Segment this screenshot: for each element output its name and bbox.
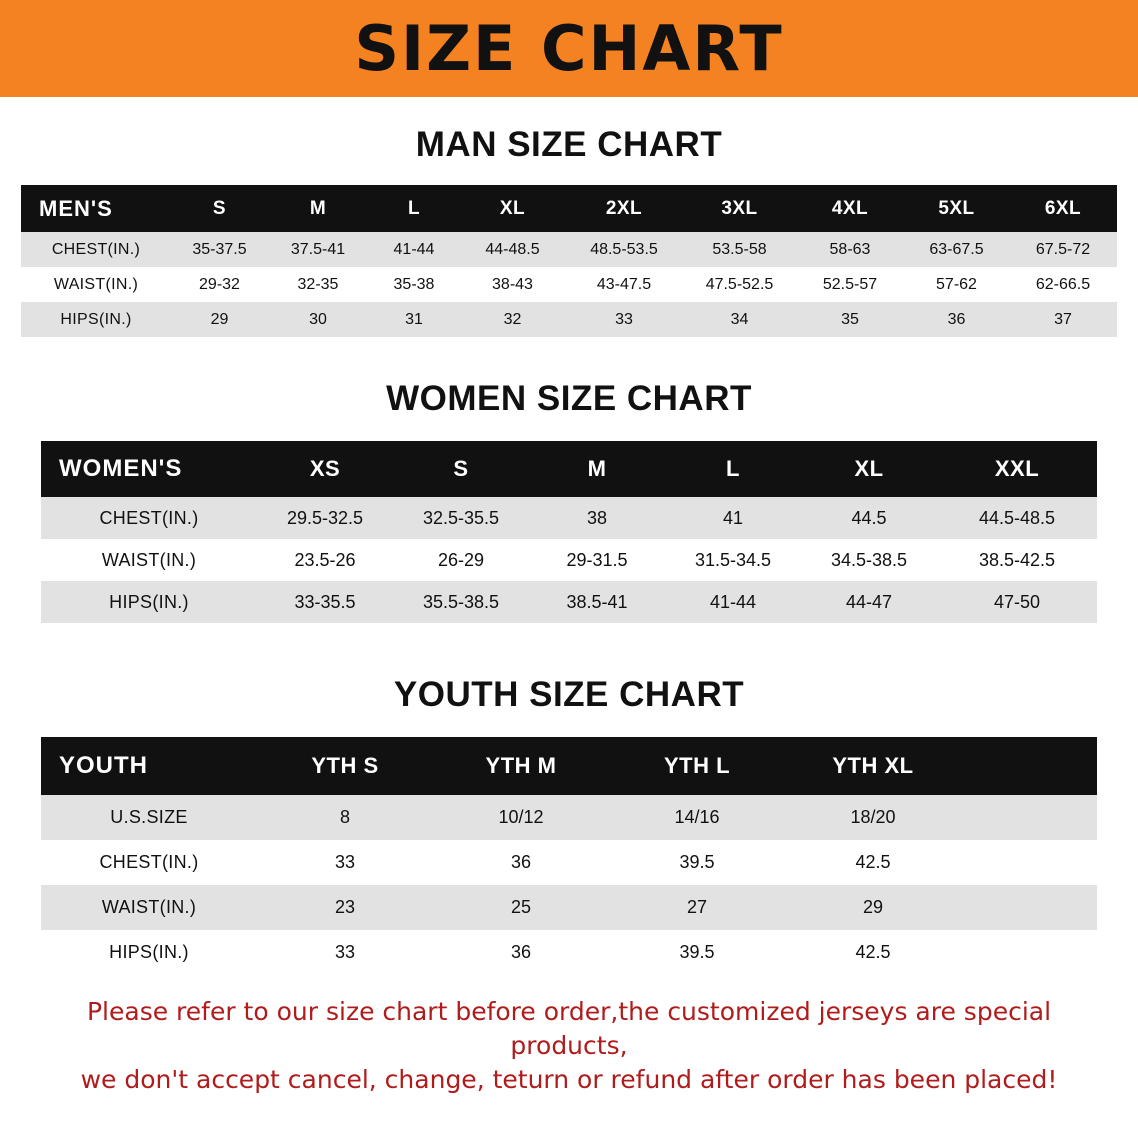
men-cell: 36: [904, 302, 1009, 337]
men-cell: 47.5-52.5: [683, 267, 796, 302]
women-size-table: [41, 441, 1097, 623]
disclaimer-line-2: we don't accept cancel, change, teturn or refund after order has been placed!: [80, 1064, 1058, 1094]
youth-cell: 33: [257, 930, 433, 975]
women-cell: 38.5-41: [529, 581, 665, 623]
women-cell: 47-50: [937, 581, 1097, 623]
men-cell: 44-48.5: [460, 232, 565, 267]
women-cell: 41-44: [665, 581, 801, 623]
men-cell: 37.5-41: [268, 232, 368, 267]
youth-cell: 33: [257, 840, 433, 885]
women-header-label: WOMEN'S: [41, 441, 257, 497]
men-cell: 29-32: [171, 267, 268, 302]
women-cell: 38.5-42.5: [937, 539, 1097, 581]
men-header-cell: 3XL: [683, 185, 796, 232]
youth-cell-spacer: [961, 930, 1097, 975]
women-cell: 29.5-32.5: [257, 497, 393, 539]
man-section-title: MAN SIZE CHART: [415, 125, 723, 164]
table-row: [41, 930, 1097, 975]
youth-cell: 29: [785, 885, 961, 930]
men-cell: 32: [460, 302, 565, 337]
youth-cell-spacer: [961, 885, 1097, 930]
men-cell: 48.5-53.5: [565, 232, 683, 267]
youth-cell: 8: [257, 795, 433, 840]
youth-row-label: WAIST(IN.): [41, 885, 257, 930]
men-cell: 53.5-58: [683, 232, 796, 267]
women-header-cell: XS: [257, 441, 393, 497]
table-row: [21, 302, 1117, 337]
youth-cell: 25: [433, 885, 609, 930]
table-row: [41, 497, 1097, 539]
youth-cell-spacer: [961, 795, 1097, 840]
men-header-cell: M: [268, 185, 368, 232]
men-cell: 63-67.5: [904, 232, 1009, 267]
women-cell: 41: [665, 497, 801, 539]
men-cell: 41-44: [368, 232, 460, 267]
men-row-label: WAIST(IN.): [21, 267, 171, 302]
men-cell: 32-35: [268, 267, 368, 302]
women-header-cell: XXL: [937, 441, 1097, 497]
youth-cell: 14/16: [609, 795, 785, 840]
men-header-cell: 4XL: [796, 185, 904, 232]
men-cell: 29: [171, 302, 268, 337]
men-cell: 35: [796, 302, 904, 337]
men-cell: 62-66.5: [1009, 267, 1117, 302]
men-size-table: [21, 185, 1117, 337]
women-row-label: CHEST(IN.): [41, 497, 257, 539]
youth-cell: 27: [609, 885, 785, 930]
header-banner: [0, 0, 1138, 97]
youth-cell: 42.5: [785, 930, 961, 975]
men-cell: 33: [565, 302, 683, 337]
youth-row-label: U.S.SIZE: [41, 795, 257, 840]
men-header-cell: 2XL: [565, 185, 683, 232]
youth-size-table: [41, 737, 1097, 975]
women-table-header-row: [41, 441, 1097, 497]
men-table-header-row: [21, 185, 1117, 232]
men-cell: 43-47.5: [565, 267, 683, 302]
youth-row-label: CHEST(IN.): [41, 840, 257, 885]
women-header-cell: L: [665, 441, 801, 497]
youth-header-spacer: [961, 737, 1097, 795]
women-cell: 33-35.5: [257, 581, 393, 623]
youth-header-cell: YTH S: [257, 737, 433, 795]
youth-cell: 23: [257, 885, 433, 930]
women-cell: 26-29: [393, 539, 529, 581]
men-header-cell: L: [368, 185, 460, 232]
women-row-label: HIPS(IN.): [41, 581, 257, 623]
youth-header-cell: YTH XL: [785, 737, 961, 795]
women-cell: 31.5-34.5: [665, 539, 801, 581]
men-cell: 35-37.5: [171, 232, 268, 267]
youth-row-label: HIPS(IN.): [41, 930, 257, 975]
men-header-cell: 6XL: [1009, 185, 1117, 232]
women-cell: 44-47: [801, 581, 937, 623]
women-cell: 44.5-48.5: [937, 497, 1097, 539]
youth-cell: 36: [433, 840, 609, 885]
women-header-cell: M: [529, 441, 665, 497]
women-header-cell: S: [393, 441, 529, 497]
women-cell: 29-31.5: [529, 539, 665, 581]
youth-header-cell: YTH L: [609, 737, 785, 795]
women-section-title: WOMEN SIZE CHART: [386, 379, 752, 418]
table-row: [41, 795, 1097, 840]
women-row-label: WAIST(IN.): [41, 539, 257, 581]
table-row: [41, 885, 1097, 930]
men-cell: 57-62: [904, 267, 1009, 302]
table-row: [21, 267, 1117, 302]
men-header-cell: S: [171, 185, 268, 232]
men-cell: 34: [683, 302, 796, 337]
youth-cell: 39.5: [609, 930, 785, 975]
table-row: [21, 232, 1117, 267]
youth-header-label: YOUTH: [41, 737, 257, 795]
women-header-cell: XL: [801, 441, 937, 497]
table-row: [41, 581, 1097, 623]
disclaimer-note: [40, 995, 1098, 1096]
page-title: SIZE CHART: [354, 11, 784, 85]
youth-section-title: YOUTH SIZE CHART: [393, 675, 745, 714]
youth-cell: 36: [433, 930, 609, 975]
table-row: [41, 840, 1097, 885]
youth-cell: 10/12: [433, 795, 609, 840]
men-header-cell: XL: [460, 185, 565, 232]
women-cell: 32.5-35.5: [393, 497, 529, 539]
youth-cell: 18/20: [785, 795, 961, 840]
men-row-label: HIPS(IN.): [21, 302, 171, 337]
men-cell: 37: [1009, 302, 1117, 337]
men-cell: 67.5-72: [1009, 232, 1117, 267]
youth-cell: 42.5: [785, 840, 961, 885]
men-row-label: CHEST(IN.): [21, 232, 171, 267]
men-header-cell: 5XL: [904, 185, 1009, 232]
women-cell: 23.5-26: [257, 539, 393, 581]
men-cell: 52.5-57: [796, 267, 904, 302]
disclaimer-line-1: Please refer to our size chart before order,the customized jerseys are special products,: [86, 997, 1052, 1060]
women-cell: 38: [529, 497, 665, 539]
youth-cell-spacer: [961, 840, 1097, 885]
men-cell: 35-38: [368, 267, 460, 302]
men-cell: 38-43: [460, 267, 565, 302]
youth-cell: 39.5: [609, 840, 785, 885]
table-row: [41, 539, 1097, 581]
women-cell: 35.5-38.5: [393, 581, 529, 623]
women-cell: 44.5: [801, 497, 937, 539]
women-cell: 34.5-38.5: [801, 539, 937, 581]
men-cell: 30: [268, 302, 368, 337]
men-header-label: MEN'S: [21, 185, 171, 232]
men-cell: 58-63: [796, 232, 904, 267]
youth-header-cell: YTH M: [433, 737, 609, 795]
men-cell: 31: [368, 302, 460, 337]
youth-table-header-row: [41, 737, 1097, 795]
